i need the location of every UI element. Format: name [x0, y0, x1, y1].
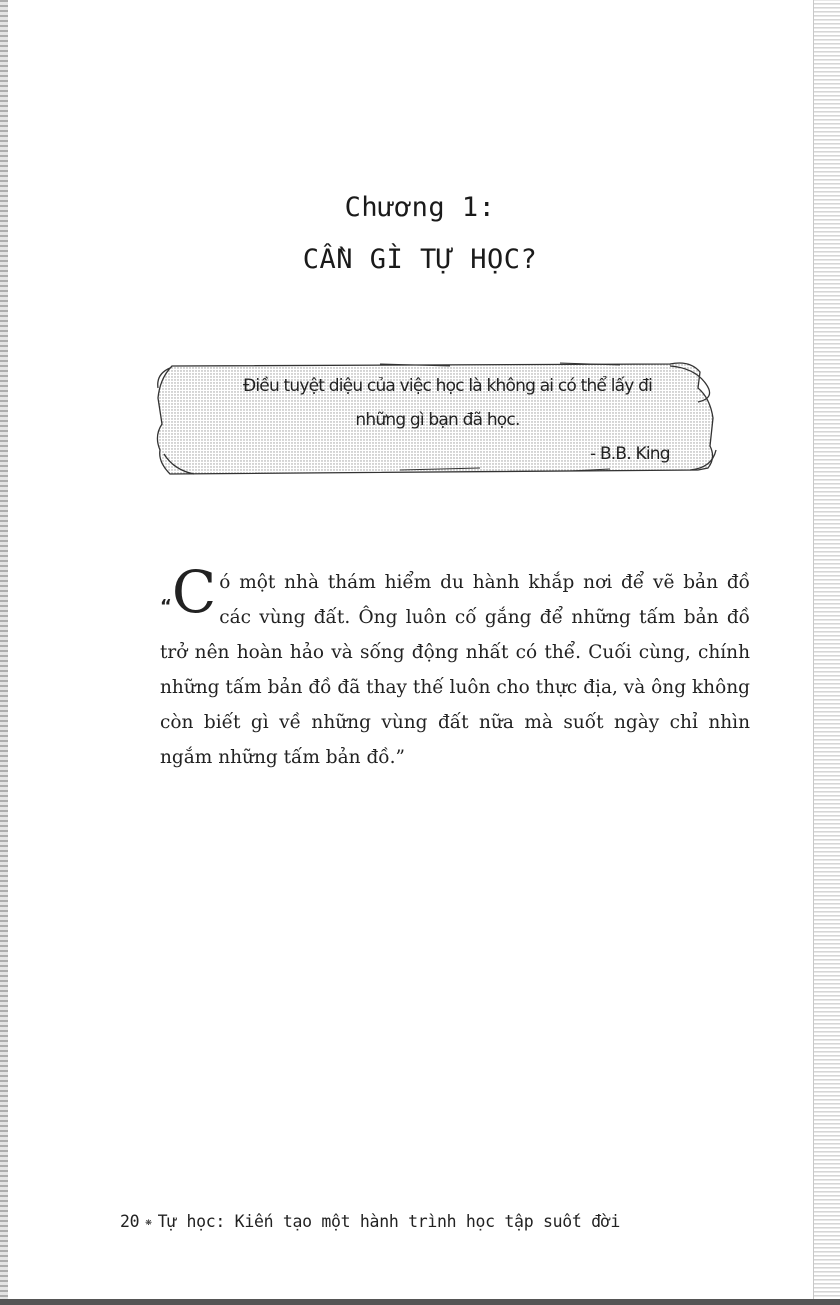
story-paragraph — [160, 558, 750, 775]
book-title: Tự học: Kiến tạo một hành trình học tập suốt đời — [157, 1212, 621, 1231]
chapter-number: Chương 1: — [344, 192, 496, 223]
drop-cap — [160, 558, 217, 632]
running-footer — [120, 1212, 620, 1231]
epigraph-author: - B.B. King — [590, 444, 670, 464]
page-number: 20 — [120, 1212, 140, 1231]
footer-bullet-icon: ❋ — [145, 1215, 152, 1228]
open-quote-mark: “ — [160, 596, 172, 617]
epigraph-line-1: Điều tuyệt diệu của việc học là không ai có thể lấy đi — [242, 376, 653, 396]
epigraph-line-2: những gì bạn đã học. — [355, 410, 520, 430]
chapter-title: CẦN GÌ TỰ HỌC? — [302, 244, 538, 275]
story-text: ó một nhà thám hiểm du hành khắp nơi để vẽ bản đồ các vùng đất. Ông luôn cố gắng để những tấm bản đồ trở nên hoàn hảo và sống động nhất có thể. Cuối cùng, chính những tấm bản đồ đã thay thế luôn cho thực địa, và ông không còn biết gì về những vùng đất nữa mà suốt ngày chỉ nhìn ngắm những tấm bản đồ.” — [160, 572, 750, 768]
page-edge-bottom — [0, 1299, 840, 1305]
epigraph-scroll — [150, 358, 725, 488]
drop-cap-letter: C — [171, 558, 217, 626]
